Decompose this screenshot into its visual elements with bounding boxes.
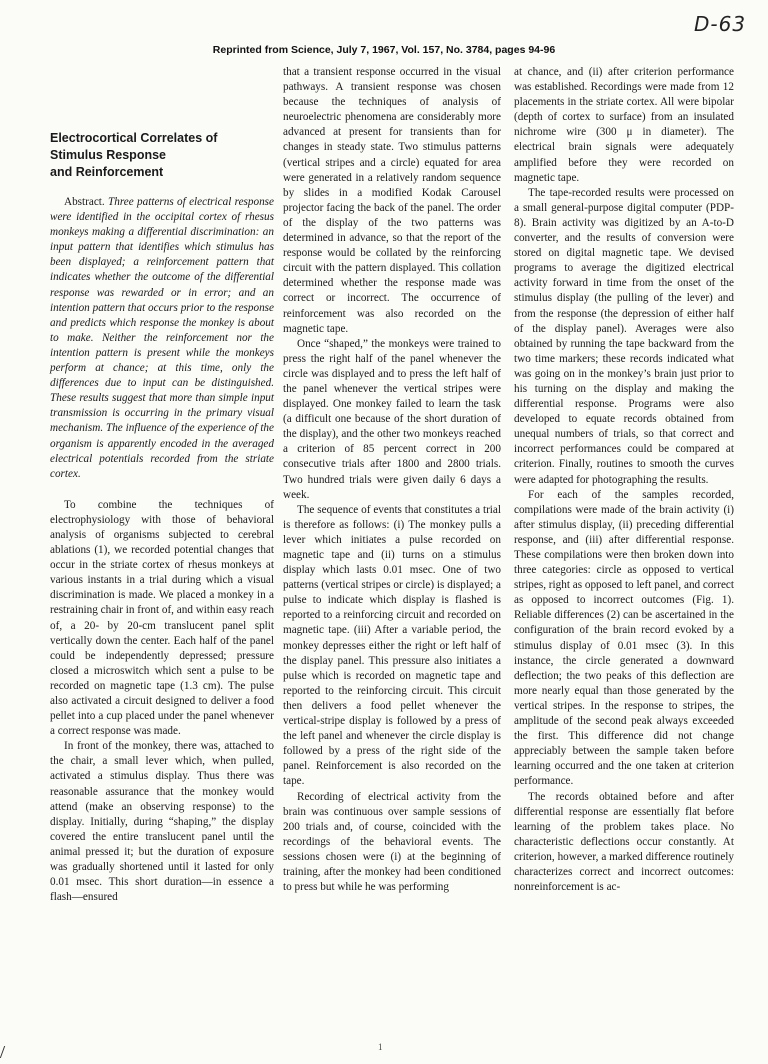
abstract — [50, 195, 274, 482]
body-paragraph: Once “shaped,” the monkeys were trained to press the right half of the panel whenever the circle was displayed and to press the left half of the panel whenever the vertical stripes were displayed. One monkey failed to learn the task (a difficult one because of the short duration of the display), and the other two monkeys reached a criterion of 85 percent correct in 200 consecutive trials after 1800 and 2800 trials. Two hundred trials were given daily 6 days a week. — [283, 337, 501, 501]
page-number: 1 — [378, 1042, 383, 1052]
body-paragraph: For each of the samples recorded, compilations were made of the brain activity (i) after stimulus display, (ii) preceding differential response, and (iii) after differential response. These compilations were then broken down into three categories: circle as opposed to vertical stripes, right as opposed to left panel, and correct as opposed to incorrect outcomes (Fig. 1). Reliable differences (2) can be ascertained in the configuration of the brain record evoked by a stimulus display of 0.01 msec (3). In this instance, the circle generated a downward deflection; the two peaks of this deflection are more nearly equal than those generated by the vertical stripes. In the response to stripes, the amplitude of the second peak always exceeded the first. This difference did not change appreciably between the sample taken before learning occurred and the one taken at criterion performance. — [514, 488, 734, 788]
title-line: Electrocortical Correlates of — [50, 131, 218, 145]
body-paragraph: at chance, and (ii) after criterion performance was established. Recordings were made from 12 placements in the striate cortex. All were bipolar (depth of cortex to surface) from an insulated nichrome wire (300 μ in diameter). The electrical brain signals were adequately amplified before they were recorded on magnetic tape. — [514, 66, 734, 184]
handwritten-document-id: D-63 — [694, 12, 747, 36]
reprint-citation: Reprinted from Science, July 7, 1967, Vol. 157, No. 3784, pages 94-96 — [212, 44, 556, 56]
column-2 — [283, 65, 501, 895]
body-paragraph: The sequence of events that constitutes a trial is therefore as follows: (i) The monkey pulls a lever which initiates a pulse recorded on magnetic tape and (ii) turns on a stimulus display which lasts 0.01 msec. One of two patterns (vertical stripes or circle) is displayed; a pulse to indicate which display is flashed is reported to a reinforcing circuit and recorded on magnetic tape. (iii) After a variable period, the monkey depresses either the right or left half of the display panel. This pressure also initiates a pulse which is recorded on magnetic tape and reported to the reinforcing circuit. This circuit then delivers a food pellet whenever the vertical-stripe display is followed by a press of the left panel and whenever the circle display is followed by a press of the right side of the panel. Reinforcement is also recorded on the tape. — [283, 503, 501, 788]
body-paragraph: The records obtained before and after differential response are essentially flat before learning of the problem takes place. No characteristic deflections occur constantly. At criterion, however, a marked difference routinely characterizes correct and incorrect outcomes: nonreinforcement is ac- — [514, 790, 734, 894]
body-paragraph: To combine the techniques of electrophysiology with those of behavioral analysis of organisms subjected to cerebral ablations (1), we recorded potential changes that occur in the striate cortex of rhesus monkeys at various instants in a trial during which a visual discrimination is made. We placed a monkey in a restraining chair in front of, and within easy reach of, a 20- by 20-cm translucent panel split vertically down the center. Each half of the panel could be independently depressed; pressure closed a microswitch which sent a pulse to be recorded on magnetic tape (1.3 cm). The pulse also activated a circuit designed to deliver a food pellet into a cup placed under the panel whenever a correct response was made. — [50, 498, 274, 738]
body-paragraph: Recording of electrical activity from the brain was continuous over sample sessions of 200 trials and, of course, coincided with the recordings of the behavioral events. The sessions chosen were (i) at the beginning of training, after the monkey had been conditioned to press but while he was performing — [283, 790, 501, 894]
column-1 — [50, 62, 274, 905]
title-line: and Reinforcement — [50, 165, 164, 179]
article-title — [50, 130, 274, 181]
body-paragraph: that a transient response occurred in the visual pathways. A transient response was chosen because the techniques of analysis of neuroelectric phenomena are considerably more advanced at present for transients than for changes in steady state. Two stimulus patterns (vertical stripes and a circle) equated for area were generated in a relatively random sequence by slides in a modified Kodak Carousel projector facing the back of the panel. The order of the display of the two patterns was determined in advance, so that the report of the response would be collated by the reinforcing circuit with the pattern displayed. This collation determined whether the response made was correct or incorrect. The occurrence of reinforcement was also recorded on the magnetic tape. — [283, 66, 501, 335]
scan-mark — [0, 1046, 15, 1058]
body-paragraph: In front of the monkey, there was, attached to the chair, a small lever which, when pulled, activated a stimulus display. Thus there was reasonable assurance that the monkey would attend (make an observing response) to the display. Initially, during “shaping,” the display covered the entire translucent panel until the animal pressed it; but the duration of exposure was gradually shortened until it lasted for only 0.01 msec. This short duration—in essence a flash—ensured — [50, 740, 274, 904]
title-line: Stimulus Response — [50, 148, 166, 162]
column-3 — [514, 65, 734, 895]
abstract-text: Three patterns of electrical response were identified in the occipital cortex of rhesus monkeys making a differential discrimination: an input pattern that identifies which stimulus has been displayed; a reinforcement pattern that indicates whether the outcome of the differential response was rewarded or in error; and an intention pattern that occurs prior to the response and predicts which response the monkey is about to make. Neither the reinforcement nor the intention pattern is present while the monkeys perform at chance; at this time, only the differences due to input can be distinguished. These results suggest that more than simple input transmission is occurring in the primary visual mechanism. The influence of the experience of the organism is apparently encoded in the averaged electrical potentials recorded from the striate cortex. — [50, 196, 274, 480]
abstract-lead: Abstract. — [64, 196, 105, 208]
body-paragraph: The tape-recorded results were processed on a small general-purpose digital computer (PDP-8). Brain activity was digitized by an A-to-D converter, and the results of conversion were stored on digital magnetic tape. We devised programs to average the digitized electrical activity forward in time from the onset of the stimulus display (the pulling of the lever) and from the response (the depression of either half of the display panel). Averages were also obtained by running the tape backward from the two time markers; these records indicated what was going on in the monkey’s brain just prior to his turning on the display and making the differential response. Programs were also developed to equate records obtained from unequal numbers of trials, so that correct and incorrect performances could be compared at criterion. Finally, routines to smooth the curves were adapted for photographing the results. — [514, 186, 734, 486]
